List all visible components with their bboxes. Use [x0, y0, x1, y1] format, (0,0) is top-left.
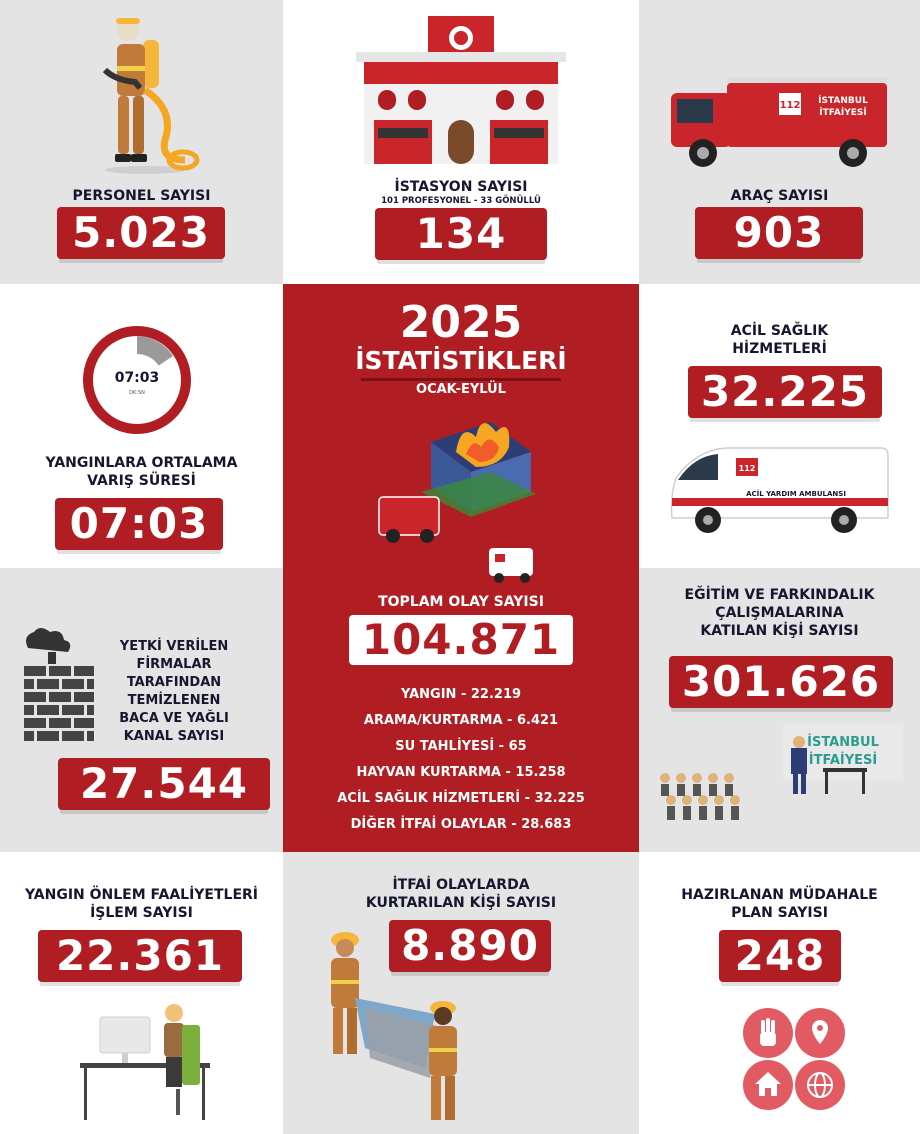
baca-panel — [0, 568, 283, 852]
baca-label-line: KANAL SAYISI — [123, 729, 225, 744]
clock-sub: DK:SN — [129, 390, 145, 396]
center-list-item: YANGIN - 22.219 — [400, 687, 522, 702]
onlem-value: 22.361 — [38, 930, 242, 982]
varis-panel — [0, 284, 283, 568]
baca-label-line: FİRMALAR — [136, 657, 212, 672]
personel-panel — [0, 0, 283, 284]
egitim-label-line: KATILAN KİŞİ SAYISI — [700, 623, 859, 639]
center-list-item: ARAMA/KURTARMA - 6.421 — [363, 713, 559, 728]
truck-badge: 112 — [779, 100, 801, 111]
training-icon — [653, 720, 903, 840]
center-title-underline — [361, 378, 561, 381]
baca-label-line: TEMİZLENEN — [127, 693, 221, 708]
personel-value: 5.023 — [57, 207, 225, 259]
arac-value: 903 — [695, 207, 863, 259]
baca-value: 27.544 — [58, 758, 270, 810]
acil-label-1: ACİL SAĞLIK — [730, 323, 829, 339]
baca-label — [104, 638, 244, 746]
center-year: 2025 — [399, 297, 523, 348]
baca-label-line: YETKİ VERİLEN — [119, 639, 229, 654]
center-panel — [283, 284, 639, 852]
personel-label: PERSONEL SAYISI — [72, 188, 211, 204]
onlem-label-2: İŞLEM SAYISI — [90, 905, 193, 921]
istasyon-panel — [283, 0, 639, 284]
ambulance-icon — [666, 438, 896, 538]
center-total-label: TOPLAM OLAY SAYISI — [378, 594, 544, 610]
onlem-label-1: YANGIN ÖNLEM FAALİYETLERİ — [24, 887, 259, 903]
plan-label-1: HAZIRLANAN MÜDAHALE — [681, 887, 878, 903]
acil-value: 32.225 — [688, 366, 882, 418]
plan-label-2: PLAN SAYISI — [731, 905, 828, 921]
board-text-2: İTFAİYESİ — [808, 753, 878, 768]
plan-value: 248 — [719, 930, 841, 982]
board-text-1: İSTANBUL — [807, 735, 879, 750]
kurtarilan-label-1: İTFAİ OLAYLARDA — [392, 877, 530, 893]
fire-truck-icon — [667, 75, 897, 175]
kurtarilan-panel — [283, 852, 639, 1134]
amb-badge: 112 — [738, 464, 756, 473]
truck-text-1: İSTANBUL — [818, 96, 868, 106]
egitim-value: 301.626 — [669, 656, 893, 708]
center-list-item: ACİL SAĞLIK HİZMETLERİ - 32.225 — [337, 791, 585, 806]
arac-panel — [639, 0, 920, 284]
chimney-icon — [18, 626, 98, 746]
center-title: İSTATİSTİKLERİ — [355, 346, 567, 375]
kurtarilan-value: 8.890 — [389, 920, 551, 972]
center-list — [283, 682, 639, 838]
fire-station-icon — [356, 10, 566, 170]
egitim-label-line: EĞİTİM VE FARKINDALIK — [684, 587, 875, 603]
center-period: OCAK-EYLÜL — [416, 382, 506, 397]
office-worker-icon — [78, 997, 218, 1122]
arac-label: ARAÇ SAYISI — [730, 188, 829, 204]
amb-text: ACİL YARDIM AMBULANSI — [746, 490, 846, 498]
center-list-item: SU TAHLİYESİ - 65 — [395, 739, 527, 754]
center-list-item: HAYVAN KURTARMA - 15.258 — [356, 765, 566, 780]
istasyon-label: İSTASYON SAYISI — [394, 179, 528, 195]
acil-label-2: HİZMETLERİ — [732, 341, 827, 357]
plan-icons — [739, 1004, 849, 1114]
acil-panel — [639, 284, 920, 568]
kurtarilan-label-2: KURTARILAN KİŞİ SAYISI — [365, 895, 557, 911]
house-fire-icon — [361, 412, 561, 592]
istasyon-sub: 101 PROFESYONEL - 33 GÖNÜLLÜ — [381, 196, 541, 206]
firefighter-icon — [85, 10, 205, 175]
baca-label-line: BACA VE YAĞLI — [119, 711, 229, 726]
istasyon-value: 134 — [375, 208, 547, 260]
baca-label-line: TARAFINDAN — [126, 675, 222, 690]
varis-label-2: VARIŞ SÜRESİ — [87, 473, 196, 489]
varis-label-1: YANGINLARA ORTALAMA — [45, 455, 238, 471]
egitim-label-line: ÇALIŞMALARINA — [715, 605, 844, 621]
onlem-panel — [0, 852, 283, 1134]
plan-panel — [639, 852, 920, 1134]
varis-value: 07:03 — [55, 498, 223, 550]
stopwatch-icon — [81, 324, 193, 436]
center-total-value: 104.871 — [349, 615, 573, 665]
truck-text-2: İTFAİYESİ — [819, 108, 867, 118]
center-list-item: DİĞER İTFAİ OLAYLAR - 28.683 — [350, 817, 572, 832]
egitim-panel — [639, 568, 920, 852]
rescue-icon — [305, 918, 475, 1128]
clock-time: 07:03 — [114, 370, 160, 386]
